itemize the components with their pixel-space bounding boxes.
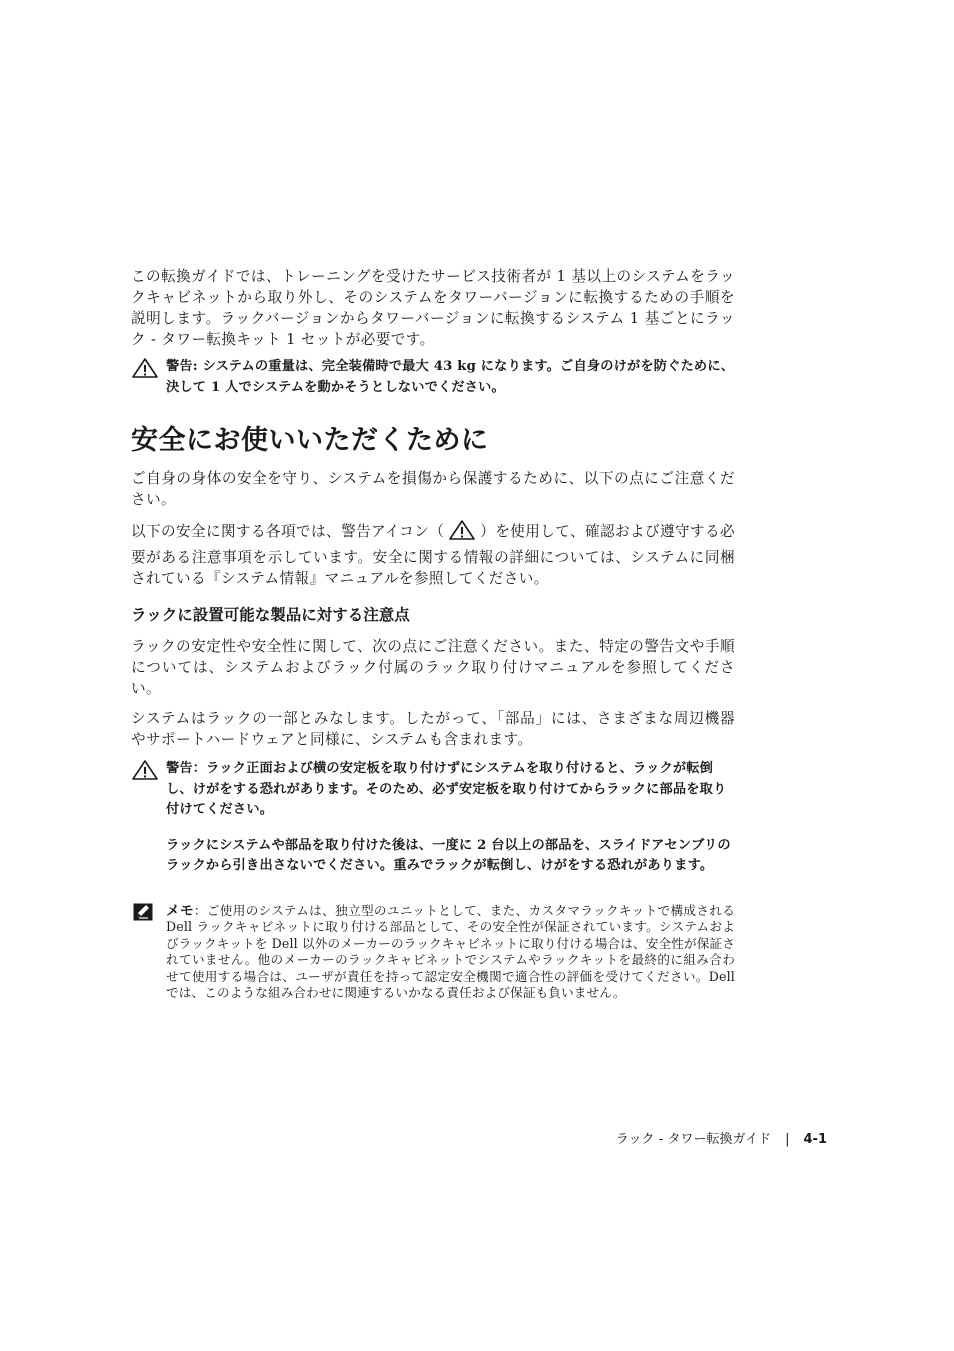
- warning-text: : システムの重量は、完全装備時で最大 43 kg になります。ご自身のけがを防ぐために、決して 1 人でシステムを動かそうとしないでください。: [166, 359, 735, 395]
- safety-paragraph-2-end: ）を使用して、確認および遵守する必要がある注意事項を示しています。安全に関する情報の詳細については、システムに同梱されている『システム情報』マニュアルを参照してください。: [131, 523, 735, 587]
- warning-rack: [131, 759, 735, 877]
- warning-label: 警告: [166, 359, 193, 374]
- footer-separator: |: [785, 1132, 790, 1147]
- section-heading: ラックに設置可能な製品に対する注意点: [131, 606, 410, 624]
- rack-paragraph-1: ラックの安定性や安全性に関して、次の点にご注意ください。また、特定の警告文や手順については、システムおよびラック付属のラック取り付けマニュアルを参照してください。: [131, 638, 735, 697]
- safety-paragraph-2-start: 以下の安全に関する各項では、警告アイコン（: [131, 523, 445, 540]
- warning-triangle-icon: [448, 519, 476, 547]
- intro-section: [131, 266, 735, 350]
- warning-label: 警告: [166, 761, 193, 776]
- page-footer: [616, 1131, 827, 1149]
- warning-text-2: ラックにシステムや部品を取り付けた後は、一度に 2 台以上の部品を、スライドアセンブリのラックから引き出さないでください。重みでラックが転倒し、けがをする恐れがあります。: [166, 837, 731, 873]
- page-number: 4-1: [803, 1132, 827, 1147]
- note-pencil-icon: [133, 903, 153, 925]
- safety-section: [131, 468, 735, 589]
- page-heading: 安全にお使いいただくために: [131, 425, 489, 456]
- rack-paragraph-2: システムはラックの一部とみなします。したがって、「部品」には、さまざまな周辺機器やサポートハードウェアと同様に、システムも含まれます。: [131, 710, 735, 748]
- safety-paragraph-2: [131, 519, 735, 589]
- safety-paragraph-1: ご自身の身体の安全を守り、システムを損傷から保護するために、以下の点にご注意ください。: [131, 470, 735, 508]
- warning-triangle-icon: [131, 759, 159, 785]
- footer-title: ラック - タワー転換ガイド: [615, 1132, 772, 1147]
- warning-weight: [131, 357, 735, 398]
- warning-triangle-icon: [131, 357, 159, 383]
- intro-paragraph: この転換ガイドでは、トレーニングを受けたサービス技術者が 1 基以上のシステムをラックキャビネットから取り外し、そのシステムをタワーバージョンに転換するための手順を説明します。ラックバージョンからタワーバージョンに転換するシステム 1 基ごとにラック - タワー転換キット 1 セットが必要です。: [131, 268, 735, 348]
- note-label: メモ: [166, 903, 194, 919]
- warning-text-1: ：ラック正面および横の安定板を取り付けずにシステムを取り付けると、ラックが転倒し、けがをする恐れがあります。そのため、必ず安定板を取り付けてからラックに部品を取り付けてください。: [166, 761, 727, 817]
- note-text: ：ご使用のシステムは、独立型のユニットとして、また、カスタマラックキットで構成される Dell ラックキャビネットに取り付ける部品として、その安全性が保証されています。システムおよびラックキットを Dell 以外のメーカーのラックキャビネットに取り付ける場合は、安全性が保証されていません。他のメーカーのラックキャビネットでシステムやラックキットを最終的に組み合わせて使用する場合は、ユーザが責任を持って認定安全機関で適合性の評価を受けてください。Dell では、このような組み合わせに関連するいかなる責任および保証も負いません。: [166, 903, 735, 1001]
- note-dell: [131, 903, 735, 1001]
- rack-section: [131, 636, 735, 750]
